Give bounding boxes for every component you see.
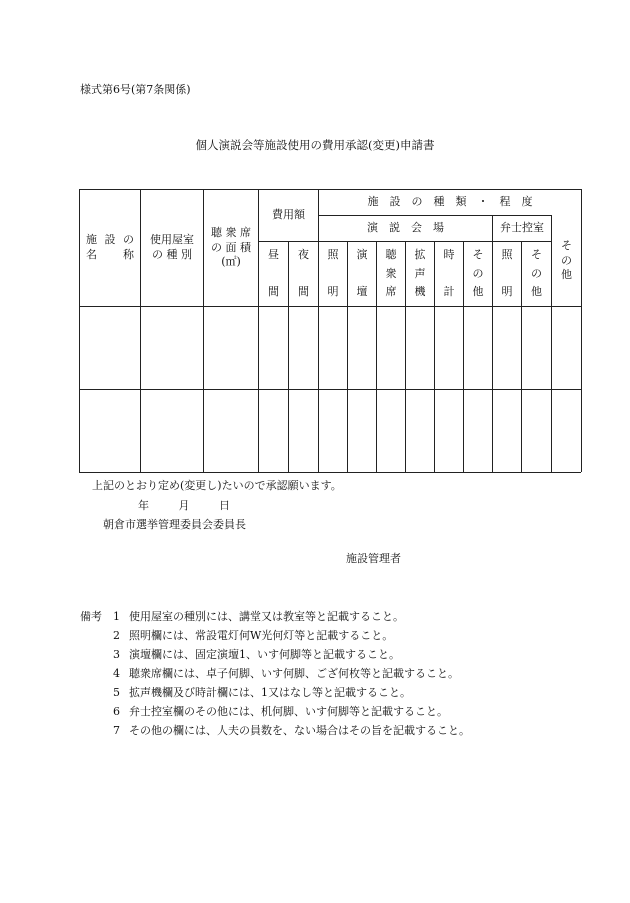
header-night (289, 242, 318, 306)
header-char: 間 (298, 285, 309, 299)
facility-manager: 施設管理者 (346, 552, 401, 565)
header-char: 明 (327, 285, 339, 299)
note-text: その他の欄には、人夫の員数を、ない場合はその旨を記載すること。 (129, 724, 470, 737)
header-waiting-room: 弁士控室 (500, 221, 544, 235)
note-item (113, 684, 411, 700)
note-text: 聴衆席欄には、卓子何脚、いす何脚、ござ何枚等と記載すること。 (129, 667, 459, 680)
header-hall-other (464, 242, 492, 306)
header-room-other (522, 242, 551, 306)
date-month: 月 (178, 499, 190, 512)
header-day (259, 242, 288, 306)
header-char: 間 (268, 285, 279, 299)
header-char: 機 (414, 285, 426, 299)
note-item (113, 646, 400, 662)
note-item (113, 627, 393, 643)
header-cost: 費用額 (272, 208, 305, 222)
header-char: 施 (86, 233, 97, 247)
note-item (113, 608, 404, 624)
note-text: 使用屋室の種別には、講堂又は教室等と記載すること。 (129, 610, 404, 623)
date-day: 日 (219, 499, 230, 512)
request-text: 上記のとおり定め(変更し)たいので承認願います。 (92, 479, 342, 492)
form-number: 様式第6号(第7条関係) (80, 83, 191, 96)
header-char: 声 (414, 266, 426, 280)
header-seating-area (204, 190, 258, 306)
note-number: 3 (113, 648, 120, 661)
header-char: 明 (501, 285, 513, 299)
note-item (113, 722, 470, 738)
header-char: 他 (531, 285, 542, 299)
header-char: 演 (356, 248, 368, 261)
header-room-lighting (493, 242, 521, 306)
note-text: 演壇欄には、固定演壇1、いす何脚等と記載すること。 (129, 648, 400, 661)
header-char: 名 (86, 248, 97, 261)
note-number: 7 (113, 724, 120, 737)
note-item (113, 703, 448, 719)
note-item (113, 665, 459, 681)
header-room-type (141, 190, 203, 306)
date-year: 年 (138, 499, 149, 512)
header-char: 他 (472, 285, 484, 299)
header-char: 照 (327, 248, 339, 261)
note-number: 2 (113, 629, 120, 642)
header-char: 昼 (268, 248, 279, 261)
header-char: 他 (561, 268, 572, 282)
header-hall-seats (377, 242, 405, 306)
header-char: の (531, 266, 542, 280)
header-hall-clock (435, 242, 463, 306)
header-hall-podium (348, 242, 376, 306)
header-char: 壇 (356, 285, 368, 299)
header-char: の (123, 233, 134, 247)
header-char: 席 (385, 285, 397, 299)
addressee: 朝倉市選挙管理委員会委員長 (103, 518, 246, 531)
header-char: 時 (443, 248, 455, 261)
note-text: 照明欄には、常設電灯何W光何灯等と記載すること。 (129, 629, 394, 642)
header-char: 夜 (298, 248, 309, 261)
header-facility-name (80, 190, 140, 306)
header-facility-kind: 施 設 の 種 類 ・ 程 度 (367, 195, 533, 209)
header-char: 称 (123, 248, 134, 261)
header-char: の (472, 266, 484, 280)
table-border-right (581, 189, 582, 472)
header-char: 聴 (385, 248, 397, 261)
header-char: 計 (443, 285, 455, 299)
header-text: 使用屋室 (150, 233, 194, 247)
header-other (552, 216, 581, 306)
table-row[interactable] (80, 307, 581, 389)
header-text: の 種 別 (152, 248, 192, 261)
date-line (138, 497, 256, 513)
note-number: 1 (113, 610, 120, 623)
note-text: 拡声機欄及び時計欄には、1又はなし等と記載すること。 (129, 686, 411, 699)
header-char: そ (531, 248, 542, 261)
header-char: そ (472, 248, 484, 261)
note-number: 5 (113, 686, 120, 699)
header-speech-hall: 演 説 会 場 (367, 221, 444, 235)
header-char: の (561, 253, 572, 267)
header-text: 聴 衆 席 (211, 225, 251, 239)
document-title: 個人演説会等施設使用の費用承認(変更)申請書 (195, 138, 435, 152)
header-char: そ (561, 238, 572, 252)
header-char: 衆 (385, 266, 397, 280)
header-hall-lighting (319, 242, 347, 306)
table-row[interactable] (80, 390, 581, 472)
table-border-bottom (79, 472, 581, 473)
header-char: 拡 (414, 248, 426, 261)
header-text: (㎡) (221, 255, 241, 269)
header-char: 設 (104, 233, 116, 247)
header-text: の 面 積 (211, 240, 251, 254)
header-hall-loudspeaker (406, 242, 434, 306)
header-char: 照 (501, 248, 513, 261)
note-text: 弁士控室欄のその他には、机何脚、いす何脚等と記載すること。 (129, 705, 448, 718)
note-number: 6 (113, 705, 120, 718)
note-number: 4 (113, 667, 120, 680)
notes-label: 備考 (80, 610, 102, 623)
